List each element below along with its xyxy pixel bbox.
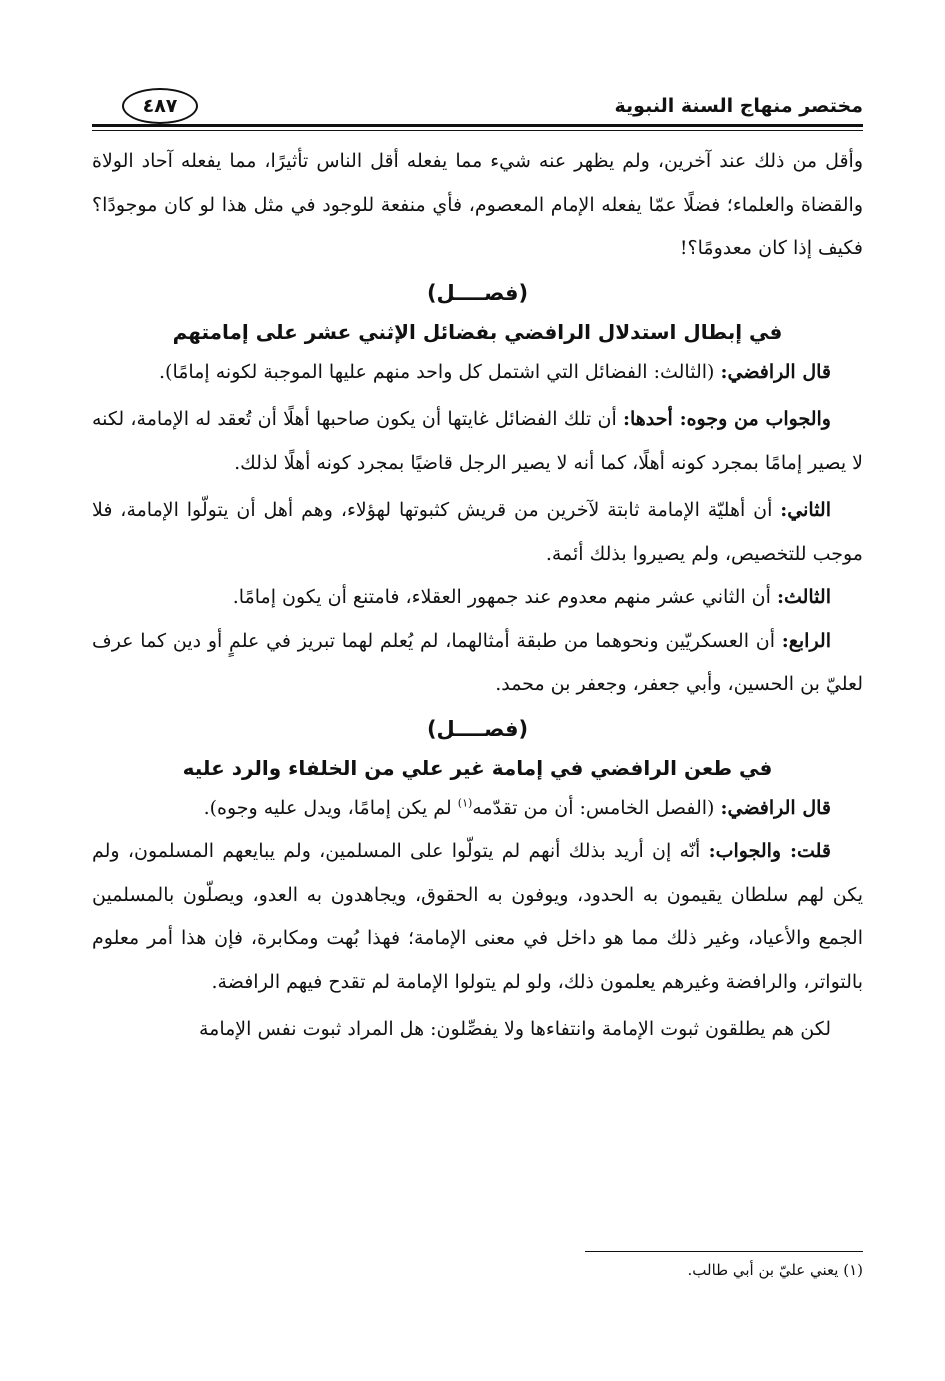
paragraph-lead: والجواب من وجوه: أحدها: [622,408,831,430]
paragraph-lead: قال الرافضي: [720,360,831,383]
paragraph [92,489,863,576]
paragraph-text: أن أهليّة الإمامة ثابتة لآخرين من قريش كثبوتها لهؤلاء، وهم أهل أن يتولّوا الإمامة، فلا موجب للتخصيص، ولم يصيروا بذلك أئمة. [92,499,863,565]
paragraph-text: أن العسكريّين ونحوهما من طبقة أمثالهما، لم يُعلم لهما تبريز في علمٍ أو دين كما عرف لعليّ بن الحسين، وأبي جعفر، وجعفر بن محمد. [92,629,863,695]
section-title: في طعن الرافضي في إمامة غير علي من الخلفاء والرد عليه [182,755,773,780]
paragraph-lead: قلت: والجواب: [708,840,831,862]
paragraph-text: لم يكن إمامًا، ويدل عليه وجوه). [203,796,458,819]
footnote: (١) يعني عليّ بن أبي طالب. [687,1261,863,1279]
paragraph-text: أن الثاني عشر منهم معدوم عند جمهور العقلاء، فامتنع أن يكون إمامًا. [232,586,777,608]
paragraph-lead: الثالث: [776,586,831,608]
running-header [92,85,863,127]
paragraph [92,398,863,485]
paragraph-text: (الفصل الخامس: أن من تقدّمه [472,796,721,819]
footnote-rule [585,1251,863,1252]
page-number: ٤٨٧ [122,88,198,124]
main-text [92,140,863,1052]
section-heading: (فصــــل) [426,716,529,741]
paragraph-text: (الثالث: الفضائل التي اشتمل كل واحد منهم عليها الموجبة لكونه إمامًا). [159,360,721,383]
paragraph [92,576,863,620]
paragraph: وأقل من ذلك عند آخرين، ولم يظهر عنه شيء مما يفعله أقل الناس تأثيرًا، مما يفعله آحاد الولاة والقضاة والعلماء؛ فضلًا عمّا يفعله الإمام المعصوم، فأي منفعة للوجود في مثل هذا لو كان موجودًا؟ فكيف إذا كان معدومًا؟! [92,150,863,259]
paragraph [92,830,863,1004]
section-heading: (فصــــل) [426,280,529,305]
footnote-marker[interactable]: (١) [457,796,473,810]
header-rule-thin [92,130,863,131]
book-title: مختصر منهاج السنة النبوية [614,95,863,117]
paragraph [92,620,863,707]
section-title: في إبطال استدلال الرافضي بفضائل الإثني عشر على إمامتهم [172,319,783,344]
paragraph [92,351,863,395]
paragraph-lead: قال الرافضي: [720,796,831,819]
paragraph-lead: الرابع: [781,629,831,652]
paragraph-text: أن تلك الفضائل غايتها أن يكون صاحبها أهلًا أن تُعقد له الإمامة، لكنه لا يصير إمامًا بمجرد كونه أهلًا، كما أنه لا يصير الرجل قاضيًا بمجرد كونه أهلًا لذلك. [92,408,863,474]
paragraph-text: أنّه إن أريد بذلك أنهم لم يتولّوا على المسلمين، ولم يبايعهم المسلمون، ولم يكن لهم سلطان يقيمون به الحدود، ويوفون به الحقوق، ويجاهدون به العدو، ويصلّون بالمسلمين الجمع والأعياد، وغير ذلك مما هو داخل في معنى الإمامة؛ فهذا بُهت ومكابرة، فإن هذا أمر معلوم بالتواتر، والرافضة وغيرهم يعلمون ذلك، ولو لم يتولوا الإمامة لم تقدح فيهم الرافضة. [92,840,863,993]
header-rule [92,124,863,127]
paragraph-lead: الثاني: [780,499,831,521]
paragraph [92,787,863,831]
paragraph: لكن هم يطلقون ثبوت الإمامة وانتفاءها ولا يفصِّلون: هل المراد ثبوت نفس الإمامة [198,1018,831,1040]
